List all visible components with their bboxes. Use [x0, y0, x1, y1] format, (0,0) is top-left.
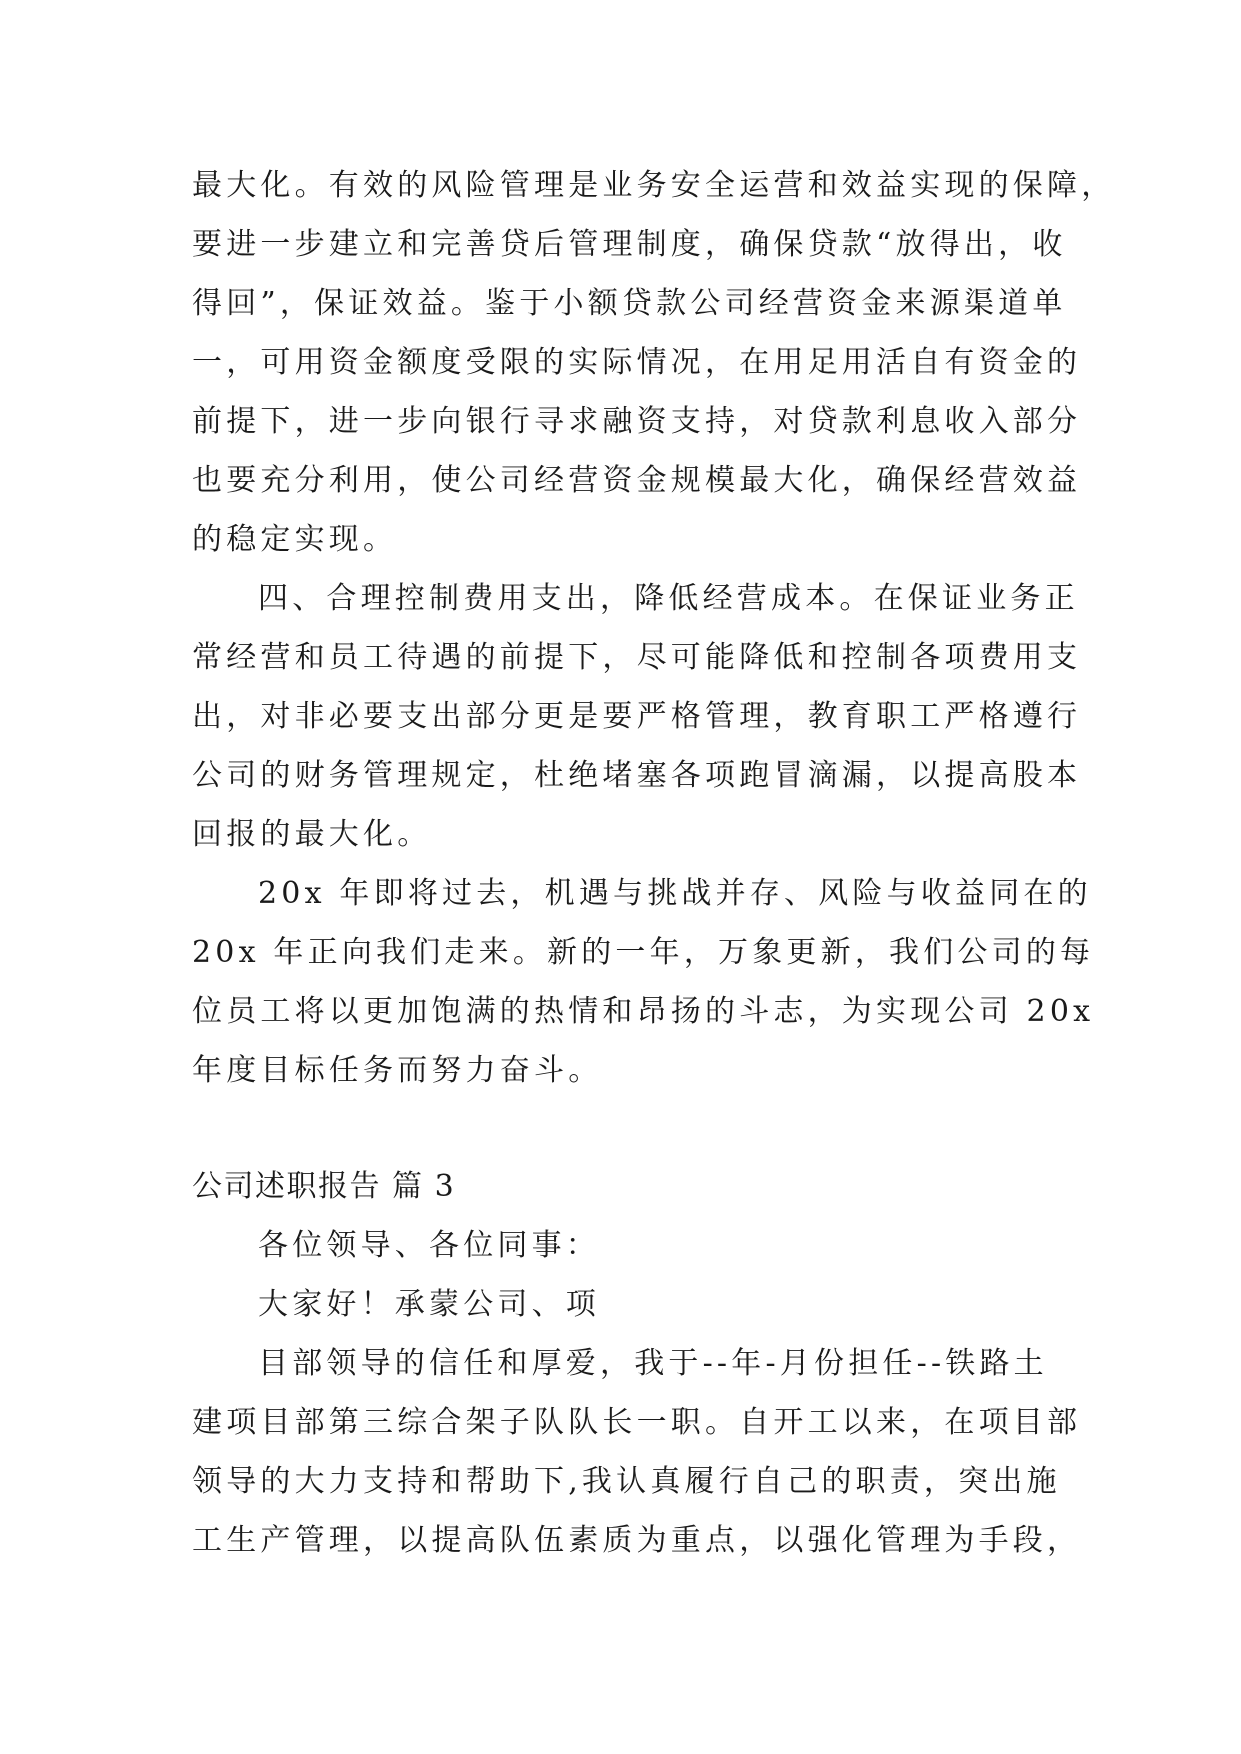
text-line: 工生产管理，以提高队伍素质为重点，以强化管理为手段， — [192, 1523, 1082, 1558]
document-body — [192, 156, 1116, 1570]
paragraph-outlook — [192, 864, 1095, 1100]
text-line: 年度目标任务而努力奋斗。 — [192, 1053, 603, 1088]
text-line: 领导的大力支持和帮助下,我认真履行自己的职责，突出施 — [192, 1464, 1061, 1499]
text-line: 要进一步建立和完善贷后管理制度，确保贷款“放得出，收 — [192, 227, 1067, 262]
text-line: 前提下，进一步向银行寻求融资支持，对贷款利息收入部分 — [192, 404, 1082, 439]
text-line: 也要充分利用，使公司经营资金规模最大化，确保经营效益 — [192, 463, 1082, 498]
text-line: 常经营和员工待遇的前提下，尽可能降低和控制各项费用支 — [192, 640, 1082, 675]
greeting-line: 各位领导、各位同事： — [258, 1228, 600, 1263]
text-line: 得回”，保证效益。鉴于小额贷款公司经营资金来源渠道单 — [192, 286, 1067, 321]
text-line: 回报的最大化。 — [192, 817, 432, 852]
text-line: 20x 年正向我们走来。新的一年，万象更新，我们公司的每 — [192, 935, 1095, 970]
hello-line: 大家好！承蒙公司、项 — [258, 1287, 600, 1322]
text-line: 位员工将以更加饱满的热情和昂扬的斗志，为实现公司 20x — [192, 994, 1095, 1029]
text-line: 建项目部第三综合架子队队长一职。自开工以来，在项目部 — [192, 1405, 1082, 1440]
text-line: 一，可用资金额度受限的实际情况，在用足用活自有资金的 — [192, 345, 1082, 380]
paragraph-finance — [192, 156, 1116, 569]
text-line: 公司的财务管理规定，杜绝堵塞各项跑冒滴漏，以提高股本 — [192, 758, 1082, 793]
text-line: 出，对非必要支出部分更是要严格管理，教育职工严格遵行 — [192, 699, 1082, 734]
text-line: 目部领导的信任和厚爱，我于--年-月份担任--铁路土 — [258, 1346, 1048, 1381]
paragraph-cost-control — [192, 569, 1082, 864]
section-title: 公司述职报告 篇 3 — [192, 1169, 456, 1204]
text-line: 的稳定实现。 — [192, 522, 398, 557]
text-line: 20x 年即将过去，机遇与挑战并存、风险与收益同在的 — [258, 876, 1092, 911]
text-line: 四、合理控制费用支出，降低经营成本。在保证业务正 — [258, 581, 1079, 616]
paragraph-intro — [192, 1334, 1082, 1570]
section-spacer — [192, 1100, 1082, 1157]
text-line: 最大化。有效的风险管理是业务安全运营和效益实现的保障， — [192, 168, 1116, 203]
